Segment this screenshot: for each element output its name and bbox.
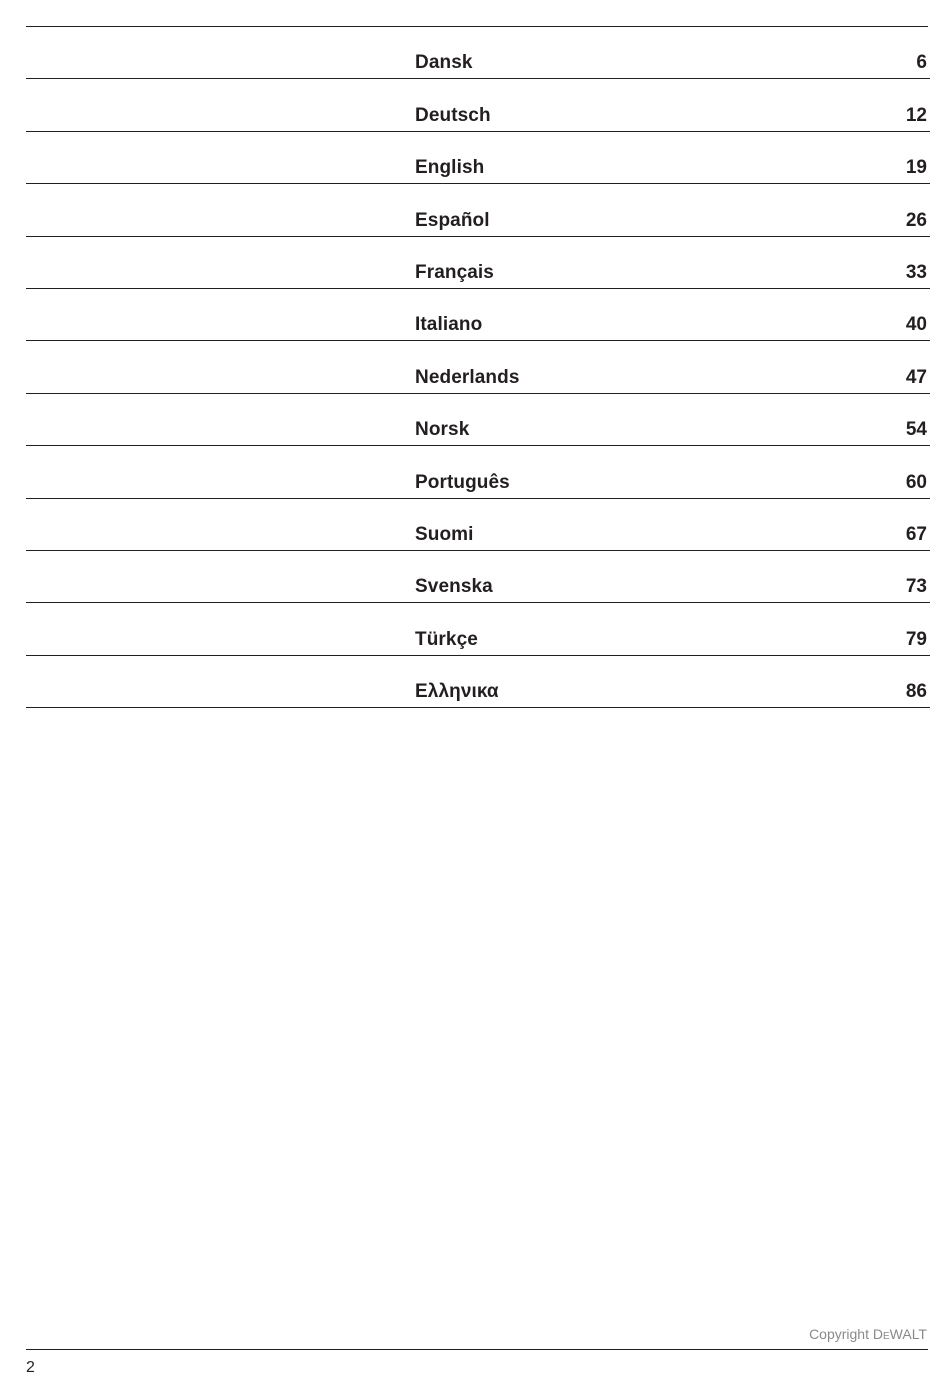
toc-row-svenska[interactable]	[26, 551, 930, 603]
toc-row-italiano[interactable]	[26, 289, 930, 341]
toc-page-number: 86	[905, 681, 927, 703]
toc-page-number: 12	[905, 104, 927, 126]
toc-page-number: 33	[905, 261, 927, 283]
toc-page-number: 19	[905, 157, 927, 179]
toc-row-espanol[interactable]	[26, 184, 930, 236]
toc-page-number: 60	[905, 471, 927, 493]
toc-language: Deutsch	[415, 104, 491, 126]
toc-row-norsk[interactable]	[26, 394, 930, 446]
copyright-small-caps: E	[882, 1331, 890, 1342]
toc-language: Türkçe	[415, 628, 478, 650]
toc-language: Français	[415, 261, 494, 283]
toc-language: Ελληνικα	[415, 681, 499, 703]
toc-page-number: 73	[905, 576, 927, 598]
toc-language: Svenska	[415, 576, 493, 598]
toc-row-deutsch[interactable]	[26, 79, 930, 131]
toc-page-number: 47	[905, 366, 927, 388]
copyright-notice	[809, 1326, 927, 1342]
bottom-rule	[26, 1349, 928, 1350]
toc-page-number: 67	[905, 523, 927, 545]
page-number: 2	[26, 1359, 35, 1376]
toc-row-portugues[interactable]	[26, 446, 930, 498]
copyright-prefix: Copyright D	[809, 1326, 883, 1342]
table-of-contents	[26, 27, 930, 708]
toc-language: Suomi	[415, 523, 474, 545]
toc-language: Italiano	[415, 314, 483, 336]
toc-language: Español	[415, 209, 490, 231]
toc-row-suomi[interactable]	[26, 499, 930, 551]
toc-row-francais[interactable]	[26, 237, 930, 289]
toc-row-turkce[interactable]	[26, 603, 930, 655]
copyright-suffix: WALT	[889, 1326, 927, 1342]
toc-page-number: 6	[916, 52, 927, 74]
toc-page-number: 54	[905, 419, 927, 441]
toc-language: Norsk	[415, 419, 470, 441]
toc-page-number: 79	[905, 628, 927, 650]
toc-row-dansk[interactable]	[26, 27, 930, 79]
toc-page-number: 26	[905, 209, 927, 231]
toc-language: Nederlands	[415, 366, 520, 388]
toc-row-nederlands[interactable]	[26, 341, 930, 393]
toc-language: English	[415, 157, 485, 179]
toc-row-english[interactable]	[26, 132, 930, 184]
toc-language: Português	[415, 471, 510, 493]
toc-page-number: 40	[905, 314, 927, 336]
toc-language: Dansk	[415, 52, 473, 74]
toc-row-ellinika[interactable]	[26, 656, 930, 708]
